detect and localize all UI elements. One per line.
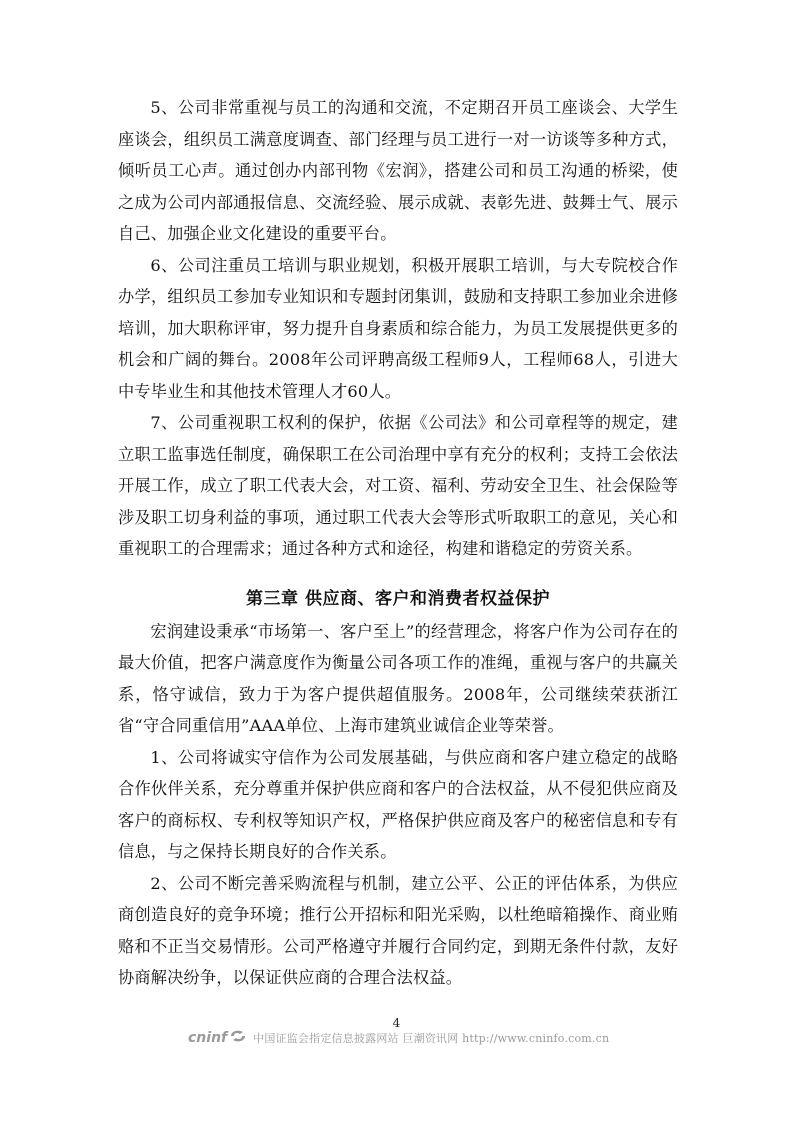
paragraph-5: 5、公司非常重视与员工的沟通和交流，不定期召开员工座谈会、大学生座谈会，组织员工满意度调查、部门经理与员工进行一对一访谈等多种方式，倾听员工心声。通过创办内部刊物《宏润》，搭建公司和员工沟通的桥梁，使之成为公司内部通报信息、交流经验、展示成就、表彰先进、鼓舞士气、展示自己、加强企业文化建设的重要平台。	[118, 98, 678, 243]
page-number: 4	[392, 1016, 401, 1030]
paragraph-1: 1、公司将诚实守信作为公司发展基础，与供应商和客户建立稳定的战略合作伙伴关系，充分尊重并保护供应商和客户的合法权益，从不侵犯供应商及客户的商标权、专利权等知识产权，严格保护供应商及客户的秘密信息和专有信息，与之保持长期良好的合作关系。	[118, 747, 678, 861]
cninf-swirl-icon	[229, 1028, 247, 1048]
document-body	[118, 92, 678, 994]
paragraph-intro: 宏润建设秉承“市场第一、客户至上”的经营理念，将客户作为公司存在的最大价值，把客户满意度作为衡量公司各项工作的准绳，重视与客户的共赢关系，恪守诚信，致力于为客户提供超值服务。2008年，公司继续荣获浙江省“守合同重信用”AAA单位、上海市建筑业诚信企业等荣誉。	[118, 621, 678, 735]
cninf-logo: cninf	[188, 1030, 228, 1046]
paragraph-2: 2、公司不断完善采购流程与机制，建立公平、公正的评估体系，为供应商创造良好的竞争环境；推行公开招标和阳光采购，以杜绝暗箱操作、商业贿赂和不正当交易情形。公司严格遵守并履行合同约定，到期无条件付款，友好协商解决纷争，以保证供应商的合理合法权益。	[118, 873, 678, 987]
chapter-heading: 第三章 供应商、客户和消费者权益保护	[246, 588, 550, 609]
paragraph-7: 7、公司重视职工权利的保护，依据《公司法》和公司章程等的规定，建立职工监事选任制度，确保职工在公司治理中享有充分的权利；支持工会依法开展工作，成立了职工代表大会，对工资、福利、劳动安全卫生、社会保险等涉及职工切身利益的事项，通过职工代表大会等形式听取职工的意见，关心和重视职工的合理需求；通过各种方式和途径，构建和谐稳定的劳资关系。	[118, 413, 678, 558]
footer	[188, 1026, 609, 1050]
footer-text: 中国证监会指定信息披露网站 巨潮资讯网 http://www.cninfo.com.cn	[253, 1032, 610, 1045]
paragraph-6: 6、公司注重员工培训与职业规划，积极开展职工培训，与大专院校合作办学，组织员工参加专业知识和专题封闭集训，鼓励和支持职工参加业余进修培训，加大职称评审，努力提升自身素质和综合能力，为员工发展提供更多的机会和广阔的舞台。2008年公司评聘高级工程师9人，工程师68人，引进大中专毕业生和其他技术管理人才60人。	[118, 255, 678, 401]
